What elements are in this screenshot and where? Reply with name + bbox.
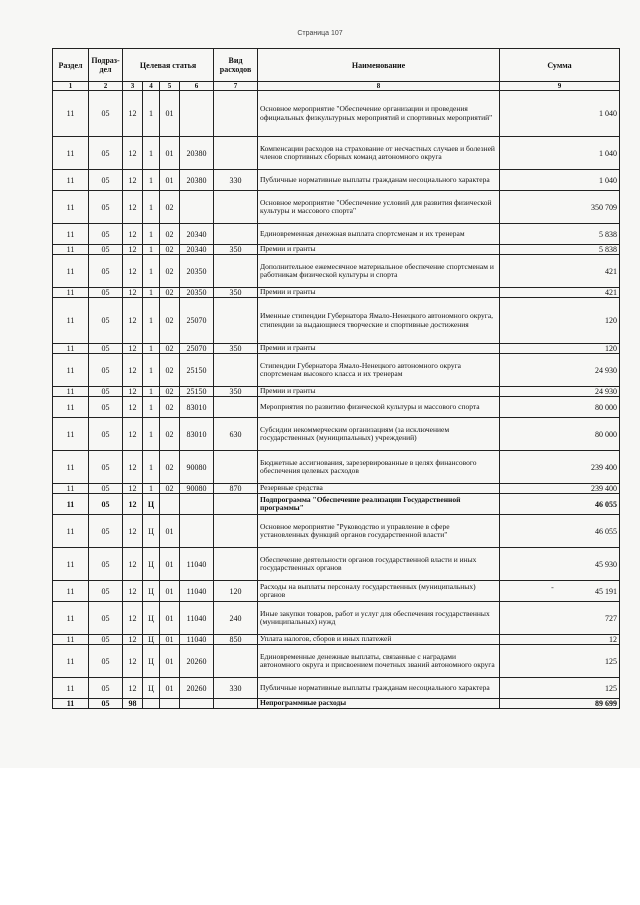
event-code-cell: 02	[160, 484, 180, 494]
subprogram-code-cell: 1	[143, 354, 160, 387]
subprogram-code-cell: Ц	[143, 678, 160, 699]
name-cell: Обеспечение деятельности органов государственной власти и иных государственных органов	[258, 548, 500, 581]
event-code-cell: 02	[160, 387, 180, 397]
expense-type-cell: 330	[214, 678, 258, 699]
subprogram-code-cell: Ц	[143, 581, 160, 602]
amount-cell: 239 400	[500, 451, 620, 484]
event-code-cell: 02	[160, 255, 180, 288]
razdel-cell: 11	[53, 397, 89, 418]
column-number: 3	[123, 82, 143, 91]
name-cell: Публичные нормативные выплаты гражданам несоциального характера	[258, 678, 500, 699]
program-code-cell: 12	[123, 451, 143, 484]
subprogram-code-cell: 1	[143, 245, 160, 255]
event-code-cell: 02	[160, 451, 180, 484]
amount-cell: 5 838	[500, 224, 620, 245]
amount-cell: 125	[500, 678, 620, 699]
program-code-cell: 12	[123, 645, 143, 678]
table-row	[53, 170, 620, 191]
column-number: 6	[180, 82, 214, 91]
podrazdel-cell: 05	[89, 418, 123, 451]
razdel-cell: 11	[53, 387, 89, 397]
expense-type-cell	[214, 137, 258, 170]
subprogram-code-cell: Ц	[143, 515, 160, 548]
event-code-cell: 02	[160, 397, 180, 418]
table-row	[53, 288, 620, 298]
table-row	[53, 354, 620, 387]
direction-code-cell: 11040	[180, 602, 214, 635]
direction-code-cell	[180, 699, 214, 709]
header-razdel: Раздел	[53, 49, 89, 82]
program-code-cell: 12	[123, 418, 143, 451]
table-row	[53, 494, 620, 515]
table-row	[53, 245, 620, 255]
column-number-row	[53, 82, 620, 91]
event-code-cell: 01	[160, 635, 180, 645]
name-cell: Именные стипендии Губернатора Ямало-Ненецкого автономного округа, стипендии за выдающиеся творческие и спортивные достижения	[258, 298, 500, 344]
razdel-cell: 11	[53, 298, 89, 344]
subprogram-code-cell: 1	[143, 170, 160, 191]
expense-type-cell	[214, 699, 258, 709]
expense-type-cell	[214, 451, 258, 484]
program-code-cell: 12	[123, 298, 143, 344]
program-code-cell: 12	[123, 224, 143, 245]
subprogram-code-cell: 1	[143, 255, 160, 288]
podrazdel-cell: 05	[89, 298, 123, 344]
subprogram-code-cell: 1	[143, 191, 160, 224]
expense-type-cell	[214, 645, 258, 678]
razdel-cell: 11	[53, 255, 89, 288]
amount-cell: 45 191	[500, 581, 620, 602]
column-number: 2	[89, 82, 123, 91]
subprogram-code-cell: Ц	[143, 635, 160, 645]
direction-code-cell	[180, 91, 214, 137]
table-row	[53, 602, 620, 635]
table-row	[53, 387, 620, 397]
subprogram-code-cell: 1	[143, 344, 160, 354]
expense-type-cell	[214, 255, 258, 288]
expense-type-cell: 870	[214, 484, 258, 494]
direction-code-cell	[180, 515, 214, 548]
podrazdel-cell: 05	[89, 484, 123, 494]
name-cell: Единовременная денежная выплата спортсменам и их тренерам	[258, 224, 500, 245]
direction-code-cell: 20380	[180, 137, 214, 170]
expense-type-cell: 630	[214, 418, 258, 451]
subprogram-code-cell: 1	[143, 418, 160, 451]
podrazdel-cell: 05	[89, 678, 123, 699]
event-code-cell: 02	[160, 288, 180, 298]
table-row	[53, 548, 620, 581]
event-code-cell: 02	[160, 191, 180, 224]
page-number-caption: Страница 107	[297, 30, 343, 37]
podrazdel-cell: 05	[89, 387, 123, 397]
event-code-cell: 01	[160, 581, 180, 602]
direction-code-cell: 20350	[180, 288, 214, 298]
direction-code-cell: 20260	[180, 678, 214, 699]
budget-table	[52, 48, 620, 709]
program-code-cell: 12	[123, 515, 143, 548]
podrazdel-cell: 05	[89, 354, 123, 387]
subprogram-code-cell: Ц	[143, 602, 160, 635]
expense-type-cell: 350	[214, 387, 258, 397]
table-row	[53, 397, 620, 418]
amount-cell: 120	[500, 298, 620, 344]
name-cell: Дополнительное ежемесячное материальное обеспечение спортсменам и работникам физической культуры и спорта	[258, 255, 500, 288]
podrazdel-cell: 05	[89, 170, 123, 191]
program-code-cell: 12	[123, 170, 143, 191]
table-row	[53, 581, 620, 602]
event-code-cell: 02	[160, 245, 180, 255]
table-row	[53, 515, 620, 548]
subprogram-code-cell: 1	[143, 397, 160, 418]
podrazdel-cell: 05	[89, 191, 123, 224]
subprogram-code-cell: 1	[143, 298, 160, 344]
event-code-cell: 01	[160, 645, 180, 678]
expense-type-cell	[214, 298, 258, 344]
program-code-cell: 12	[123, 494, 143, 515]
expense-type-cell	[214, 515, 258, 548]
amount-cell: 239 400	[500, 484, 620, 494]
razdel-cell: 11	[53, 354, 89, 387]
podrazdel-cell: 05	[89, 699, 123, 709]
direction-code-cell: 90080	[180, 484, 214, 494]
direction-code-cell: 83010	[180, 418, 214, 451]
direction-code-cell	[180, 494, 214, 515]
podrazdel-cell: 05	[89, 245, 123, 255]
direction-code-cell: 25150	[180, 354, 214, 387]
direction-code-cell: 90080	[180, 451, 214, 484]
event-code-cell: 01	[160, 515, 180, 548]
column-number: 9	[500, 82, 620, 91]
razdel-cell: 11	[53, 548, 89, 581]
table-row	[53, 699, 620, 709]
podrazdel-cell: 05	[89, 494, 123, 515]
amount-cell: 45 930	[500, 548, 620, 581]
program-code-cell: 12	[123, 191, 143, 224]
expense-type-cell: 330	[214, 170, 258, 191]
header-tselevaya-statya: Целевая статья	[123, 49, 214, 82]
razdel-cell: 11	[53, 191, 89, 224]
amount-cell: 24 930	[500, 387, 620, 397]
direction-code-cell: 20380	[180, 170, 214, 191]
name-cell: Бюджетные ассигнования, зарезервированные в целях финансового обеспечения целевых расходов	[258, 451, 500, 484]
program-code-cell: 12	[123, 255, 143, 288]
amount-cell: 5 838	[500, 245, 620, 255]
program-code-cell: 12	[123, 288, 143, 298]
event-code-cell: 02	[160, 418, 180, 451]
column-number: 8	[258, 82, 500, 91]
subprogram-code-cell: 1	[143, 387, 160, 397]
razdel-cell: 11	[53, 494, 89, 515]
table-row	[53, 255, 620, 288]
name-cell: Премии и гранты	[258, 288, 500, 298]
name-cell: Подпрограмма "Обеспечение реализации Государственной программы"	[258, 494, 500, 515]
amount-cell: 1 040	[500, 137, 620, 170]
razdel-cell: 11	[53, 602, 89, 635]
expense-type-cell: 350	[214, 344, 258, 354]
podrazdel-cell: 05	[89, 548, 123, 581]
table-row	[53, 418, 620, 451]
table-row	[53, 645, 620, 678]
podrazdel-cell: 05	[89, 344, 123, 354]
table-row	[53, 484, 620, 494]
program-code-cell: 12	[123, 344, 143, 354]
razdel-cell: 11	[53, 645, 89, 678]
amount-cell: 80 000	[500, 397, 620, 418]
expense-type-cell: 850	[214, 635, 258, 645]
event-code-cell: 01	[160, 678, 180, 699]
direction-code-cell: 25150	[180, 387, 214, 397]
razdel-cell: 11	[53, 678, 89, 699]
direction-code-cell: 11040	[180, 581, 214, 602]
expense-type-cell: 240	[214, 602, 258, 635]
expense-type-cell: 120	[214, 581, 258, 602]
program-code-cell: 12	[123, 581, 143, 602]
expense-type-cell	[214, 548, 258, 581]
razdel-cell: 11	[53, 635, 89, 645]
name-cell: Субсидии некоммерческим организациям (за исключением государственных (муниципальных) учреждений)	[258, 418, 500, 451]
direction-code-cell: 25070	[180, 344, 214, 354]
subprogram-code-cell: 1	[143, 91, 160, 137]
program-code-cell: 12	[123, 245, 143, 255]
podrazdel-cell: 05	[89, 91, 123, 137]
razdel-cell: 11	[53, 515, 89, 548]
table-row	[53, 224, 620, 245]
name-cell: Премии и гранты	[258, 387, 500, 397]
subprogram-code-cell: 1	[143, 451, 160, 484]
podrazdel-cell: 05	[89, 645, 123, 678]
event-code-cell: 02	[160, 344, 180, 354]
podrazdel-cell: 05	[89, 581, 123, 602]
event-code-cell: 02	[160, 298, 180, 344]
name-cell: Непрограммные расходы	[258, 699, 500, 709]
table-body	[53, 91, 620, 709]
expense-type-cell	[214, 354, 258, 387]
expense-type-cell	[214, 494, 258, 515]
table-row	[53, 137, 620, 170]
podrazdel-cell: 05	[89, 137, 123, 170]
razdel-cell: 11	[53, 699, 89, 709]
program-code-cell: 12	[123, 548, 143, 581]
razdel-cell: 11	[53, 91, 89, 137]
program-code-cell: 12	[123, 397, 143, 418]
expense-type-cell: 350	[214, 245, 258, 255]
name-cell: Компенсации расходов на страхование от несчастных случаев и болезней членов спортивных сборных команд автономного округа	[258, 137, 500, 170]
name-cell: Стипендии Губернатора Ямало-Ненецкого автономного округа спортсменам высокого класса и их тренерам	[258, 354, 500, 387]
podrazdel-cell: 05	[89, 602, 123, 635]
razdel-cell: 11	[53, 245, 89, 255]
subprogram-code-cell: 1	[143, 137, 160, 170]
program-code-cell: 12	[123, 602, 143, 635]
name-cell: Резервные средства	[258, 484, 500, 494]
event-code-cell: 01	[160, 602, 180, 635]
table-row	[53, 298, 620, 344]
razdel-cell: 11	[53, 451, 89, 484]
razdel-cell: 11	[53, 344, 89, 354]
expense-type-cell	[214, 191, 258, 224]
column-number: 5	[160, 82, 180, 91]
program-code-cell: 12	[123, 635, 143, 645]
direction-code-cell: 25070	[180, 298, 214, 344]
direction-code-cell: 11040	[180, 548, 214, 581]
name-cell: Премии и гранты	[258, 245, 500, 255]
amount-cell: 125	[500, 645, 620, 678]
header-podrazdel: Подраз-дел	[89, 49, 123, 82]
name-cell: Основное мероприятие "Руководство и управление в сфере установленных функций органов государственной власти"	[258, 515, 500, 548]
name-cell: Мероприятия по развитию физической культуры и массового спорта	[258, 397, 500, 418]
podrazdel-cell: 05	[89, 451, 123, 484]
column-number: 1	[53, 82, 89, 91]
expense-type-cell	[214, 397, 258, 418]
event-code-cell: 02	[160, 224, 180, 245]
program-code-cell: 12	[123, 678, 143, 699]
razdel-cell: 11	[53, 170, 89, 191]
event-code-cell: 01	[160, 170, 180, 191]
name-cell: Расходы на выплаты персоналу государственных (муниципальных) органов	[258, 581, 500, 602]
amount-cell: 1 040	[500, 91, 620, 137]
direction-code-cell	[180, 191, 214, 224]
header-naimenovanie: Наименование	[258, 49, 500, 82]
scan-mark: -	[551, 583, 554, 592]
razdel-cell: 11	[53, 288, 89, 298]
subprogram-code-cell: Ц	[143, 494, 160, 515]
program-code-cell: 12	[123, 354, 143, 387]
table-row	[53, 451, 620, 484]
amount-cell: 46 055	[500, 515, 620, 548]
podrazdel-cell: 05	[89, 635, 123, 645]
razdel-cell: 11	[53, 418, 89, 451]
amount-cell: 89 699	[500, 699, 620, 709]
direction-code-cell: 83010	[180, 397, 214, 418]
podrazdel-cell: 05	[89, 288, 123, 298]
name-cell: Иные закупки товаров, работ и услуг для обеспечения государственных (муниципальных) нужд	[258, 602, 500, 635]
column-number: 4	[143, 82, 160, 91]
expense-type-cell	[214, 224, 258, 245]
subprogram-code-cell	[143, 699, 160, 709]
subprogram-code-cell: Ц	[143, 548, 160, 581]
event-code-cell	[160, 494, 180, 515]
table-row	[53, 635, 620, 645]
table-row	[53, 344, 620, 354]
amount-cell: 120	[500, 344, 620, 354]
name-cell: Основное мероприятие "Обеспечение условий для развития физической культуры и массового спорта"	[258, 191, 500, 224]
name-cell: Публичные нормативные выплаты гражданам несоциального характера	[258, 170, 500, 191]
amount-cell: 421	[500, 255, 620, 288]
table-row	[53, 191, 620, 224]
subprogram-code-cell: 1	[143, 484, 160, 494]
podrazdel-cell: 05	[89, 255, 123, 288]
podrazdel-cell: 05	[89, 515, 123, 548]
name-cell: Уплата налогов, сборов и иных платежей	[258, 635, 500, 645]
column-number: 7	[214, 82, 258, 91]
program-code-cell: 98	[123, 699, 143, 709]
header-vid-raskhodov: Вид расходов	[214, 49, 258, 82]
razdel-cell: 11	[53, 581, 89, 602]
expense-type-cell: 350	[214, 288, 258, 298]
table-row	[53, 91, 620, 137]
name-cell: Единовременные денежные выплаты, связанные с наградами автономного округа и присвоением почетных званий автономного округа	[258, 645, 500, 678]
subprogram-code-cell: 1	[143, 288, 160, 298]
direction-code-cell: 11040	[180, 635, 214, 645]
amount-cell: 350 709	[500, 191, 620, 224]
expense-type-cell	[214, 91, 258, 137]
amount-cell: 80 000	[500, 418, 620, 451]
event-code-cell: 01	[160, 548, 180, 581]
amount-cell: 727	[500, 602, 620, 635]
event-code-cell: 01	[160, 91, 180, 137]
razdel-cell: 11	[53, 484, 89, 494]
direction-code-cell: 20350	[180, 255, 214, 288]
razdel-cell: 11	[53, 224, 89, 245]
program-code-cell: 12	[123, 137, 143, 170]
table-row	[53, 678, 620, 699]
direction-code-cell: 20340	[180, 245, 214, 255]
program-code-cell: 12	[123, 91, 143, 137]
amount-cell: 12	[500, 635, 620, 645]
program-code-cell: 12	[123, 387, 143, 397]
event-code-cell: 02	[160, 354, 180, 387]
subprogram-code-cell: 1	[143, 224, 160, 245]
podrazdel-cell: 05	[89, 397, 123, 418]
event-code-cell: 01	[160, 137, 180, 170]
subprogram-code-cell: Ц	[143, 645, 160, 678]
amount-cell: 421	[500, 288, 620, 298]
name-cell: Премии и гранты	[258, 344, 500, 354]
direction-code-cell: 20340	[180, 224, 214, 245]
amount-cell: 46 055	[500, 494, 620, 515]
name-cell: Основное мероприятие "Обеспечение организации и проведения официальных физкультурных мероприятий и спортивных мероприятий"	[258, 91, 500, 137]
podrazdel-cell: 05	[89, 224, 123, 245]
event-code-cell	[160, 699, 180, 709]
amount-cell: 24 930	[500, 354, 620, 387]
header-summa: Сумма	[500, 49, 620, 82]
razdel-cell: 11	[53, 137, 89, 170]
amount-cell: 1 040	[500, 170, 620, 191]
direction-code-cell: 20260	[180, 645, 214, 678]
header-row	[53, 49, 620, 82]
program-code-cell: 12	[123, 484, 143, 494]
